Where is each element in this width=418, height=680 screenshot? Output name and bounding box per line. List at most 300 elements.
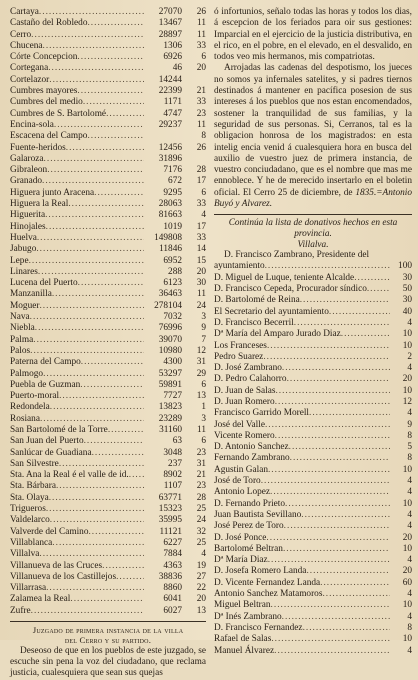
leader-dots xyxy=(36,244,144,255)
donor-name: Miguel Beltran xyxy=(214,600,271,611)
amount-maravedis: 33 xyxy=(196,199,206,210)
donor-name: D. Vicente Fernandez Landa xyxy=(214,577,321,588)
amount-maravedis: 3 xyxy=(201,312,206,323)
amount-maravedis: 23 xyxy=(196,447,206,458)
table-row xyxy=(214,341,412,352)
leader-dots xyxy=(92,448,144,459)
leader-dots xyxy=(285,499,390,510)
town-name: Zalamea la Real xyxy=(10,594,71,605)
amount-reales: 31896 xyxy=(158,153,182,164)
amount-reales: 3048 xyxy=(163,447,182,458)
leader-dots xyxy=(48,63,144,74)
town-name: Escacena del Campo xyxy=(10,131,88,142)
amount-reales: 23289 xyxy=(158,413,182,424)
leader-dots xyxy=(52,538,144,549)
town-name: Fuente-heridos xyxy=(10,142,66,153)
table-row xyxy=(10,549,206,560)
table-row xyxy=(10,188,206,199)
amount-reales: 46 xyxy=(172,63,182,74)
amount-reales: 10980 xyxy=(158,345,182,356)
leader-dots xyxy=(42,176,144,187)
donations-heading-line3: Villalva. xyxy=(297,239,329,250)
amount-reales: 13823 xyxy=(158,402,182,413)
town-name: Sta. Ana la Real é el valle de id. xyxy=(10,470,129,481)
table-row xyxy=(214,465,412,476)
leader-dots xyxy=(81,357,144,368)
town-name: Niebla xyxy=(10,323,35,334)
leader-dots xyxy=(50,402,144,413)
leader-dots xyxy=(261,476,390,487)
donor-name: Los Franceses xyxy=(214,340,267,351)
donor-name: D. José Zambrano xyxy=(214,363,282,374)
amount-maravedis: 6 xyxy=(201,379,206,390)
table-row xyxy=(214,600,412,611)
donation-amount: 10 xyxy=(402,600,412,611)
donation-amount: 2 xyxy=(407,351,412,362)
amount-reales: 288 xyxy=(168,266,182,277)
town-name: Chucena xyxy=(10,40,43,51)
town-name: Sta. Bárbara xyxy=(10,481,56,492)
town-name: Cartaya xyxy=(10,7,39,17)
amount-maravedis: 21 xyxy=(196,86,206,97)
signature: 1835.=Antonio Buyó y Alvarez. xyxy=(214,187,412,210)
donation-amount: 4 xyxy=(407,645,412,656)
table-row xyxy=(214,476,412,487)
amount-maravedis: 33 xyxy=(196,97,206,108)
amount-maravedis: 4 xyxy=(201,549,206,560)
leader-dots xyxy=(30,346,144,357)
amount-reales: 4363 xyxy=(163,560,182,571)
donor-name: D. Josefa Romero Landa xyxy=(214,566,307,577)
amount-reales: 11846 xyxy=(159,244,182,255)
leader-dots xyxy=(303,623,390,634)
leader-dots xyxy=(94,188,144,199)
donation-amount: 12 xyxy=(402,396,412,407)
donation-amount: 8 xyxy=(407,430,412,441)
town-name: Castaño del Robledo xyxy=(10,18,88,29)
leader-dots xyxy=(50,515,144,526)
leader-dots xyxy=(56,481,144,492)
leader-dots xyxy=(38,267,144,278)
donation-amount: 9 xyxy=(407,419,412,430)
table-row xyxy=(214,487,412,498)
amount-reales: 7727 xyxy=(163,391,182,402)
donor-name: D. Juan Romero xyxy=(214,396,275,407)
amount-reales: 6123 xyxy=(163,278,182,289)
donation-amount: 30 xyxy=(402,295,412,306)
leader-dots xyxy=(77,52,144,63)
table-row xyxy=(10,289,206,300)
town-name: Cerro xyxy=(10,29,32,40)
leader-dots xyxy=(87,131,144,142)
amount-maravedis: 13 xyxy=(196,605,206,616)
town-name: Palos xyxy=(10,345,31,356)
amount-reales: 6227 xyxy=(163,537,182,548)
donor-name: D. Francisco Fernandez xyxy=(214,622,303,633)
town-name: Gibraleon xyxy=(10,165,48,176)
amount-reales: 28063 xyxy=(158,199,182,210)
table-row xyxy=(10,109,206,120)
table-row xyxy=(10,504,206,515)
town-name: Sta. Olaya xyxy=(10,492,49,503)
amount-reales: 22399 xyxy=(158,86,182,97)
amount-maravedis: 11 xyxy=(197,119,206,130)
amount-maravedis: 23 xyxy=(196,481,206,492)
amount-maravedis: 14 xyxy=(196,244,206,255)
amount-maravedis: 20 xyxy=(196,266,206,277)
table-row xyxy=(10,233,206,244)
leader-dots xyxy=(46,222,144,233)
table-row xyxy=(10,222,206,233)
donor-name: Francisco Garrido Morell xyxy=(214,408,310,419)
town-name: Sanlúcar de Guadiana xyxy=(10,447,92,458)
leader-dots xyxy=(84,436,144,447)
leader-dots xyxy=(263,352,390,363)
amount-reales: 6027 xyxy=(163,605,182,616)
amount-reales: 1306 xyxy=(163,40,182,51)
amount-reales: 14244 xyxy=(158,74,182,85)
town-name: Puebla de Guzman xyxy=(10,379,81,390)
amount-reales: 1171 xyxy=(163,97,182,108)
donor-name: Fernando Zambrano xyxy=(214,453,290,464)
town-name: Cumbres de S. Bartolomé xyxy=(10,108,107,119)
town-name: Villanueva de los Castillejos xyxy=(10,571,117,582)
leader-dots xyxy=(66,143,144,154)
leader-dots xyxy=(83,97,144,108)
town-name: Cortegana xyxy=(10,63,49,74)
donor-name: José del Valle xyxy=(214,419,265,430)
donation-amount: 20 xyxy=(402,532,412,543)
table-row xyxy=(10,357,206,368)
amount-reales: 12456 xyxy=(158,142,182,153)
table-row xyxy=(10,414,206,425)
amount-maravedis: 27 xyxy=(196,571,206,582)
amount-maravedis: 26 xyxy=(196,7,206,17)
town-name: Córte Concepcion xyxy=(10,52,78,63)
town-name: Trigueros xyxy=(10,504,46,515)
table-row xyxy=(214,363,412,374)
court-paragraph: Deseoso de que en los pueblos de este juzgado, se escuche sin pena la voz del ciudadano, que reclama justicia, cualesquiera que sean sus quejas xyxy=(10,645,206,679)
leader-dots xyxy=(35,323,144,334)
table-row xyxy=(10,369,206,380)
amount-reales: 4300 xyxy=(163,357,182,368)
amount-maravedis: 25 xyxy=(196,537,206,548)
leader-dots xyxy=(54,120,144,131)
amount-maravedis: 24 xyxy=(196,300,206,311)
donation-amount: 10 xyxy=(402,543,412,554)
amount-maravedis: 17 xyxy=(196,176,206,187)
town-name: Lepe xyxy=(10,255,29,266)
amount-maravedis: 20 xyxy=(196,594,206,605)
donor-name: El Secretario del ayuntamiento xyxy=(214,306,329,317)
donor-name: D. José Ponce xyxy=(214,532,267,543)
amount-maravedis: 21 xyxy=(196,470,206,481)
donation-amount: 4 xyxy=(407,408,412,419)
donation-amount: 4 xyxy=(407,476,412,487)
table-row xyxy=(10,436,206,447)
leader-dots xyxy=(270,487,390,498)
table-row xyxy=(10,380,206,391)
leader-dots xyxy=(31,30,144,41)
section-divider xyxy=(10,621,206,622)
donation-amount: 100 xyxy=(398,261,412,272)
donor-name: D. Fernando Prieto xyxy=(214,498,286,509)
leader-dots xyxy=(30,312,144,323)
leader-dots xyxy=(267,341,390,352)
amount-maravedis: 6 xyxy=(201,187,206,198)
table-row xyxy=(214,307,412,318)
leader-dots xyxy=(39,7,144,18)
donor-name: D. Miguel de Luque, teniente Alcalde xyxy=(214,272,355,283)
table-row xyxy=(214,521,412,532)
amount-maravedis: 4 xyxy=(201,210,206,221)
table-row xyxy=(10,459,206,470)
town-name: Palmogo xyxy=(10,368,44,379)
donor-name: Pedro Suarez xyxy=(214,351,264,362)
table-row xyxy=(10,165,206,176)
amount-maravedis: 29 xyxy=(196,368,206,379)
town-name: San Juan del Puerto xyxy=(10,436,84,447)
court-heading-line2: del Cerro y su partido. xyxy=(64,635,152,646)
amount-reales: 81663 xyxy=(158,210,182,221)
amount-maravedis: 31 xyxy=(196,458,206,469)
donor-name: Rafael de Salas xyxy=(214,634,272,645)
donor-name: Dª Inés Zambrano xyxy=(214,611,282,622)
table-row xyxy=(10,143,206,154)
amount-maravedis: 26 xyxy=(196,142,206,153)
left-column xyxy=(10,7,206,680)
leader-dots xyxy=(309,408,390,419)
leader-dots xyxy=(59,459,144,470)
leader-dots xyxy=(46,504,144,515)
town-name: Granado xyxy=(10,176,43,187)
leader-dots xyxy=(33,335,144,346)
donor-name: D. Antonio Sanchez xyxy=(214,442,289,453)
table-row xyxy=(214,408,412,419)
donor-name: Agustin Galan xyxy=(214,464,268,475)
amount-maravedis: 28 xyxy=(196,165,206,176)
amount-reales: 1107 xyxy=(163,481,182,492)
table-row xyxy=(214,329,412,340)
amount-maravedis: 11 xyxy=(197,29,206,40)
donation-amount: 4 xyxy=(407,487,412,498)
donor-name: Manuel Álvarez xyxy=(214,645,275,656)
donation-amount: 20 xyxy=(402,374,412,385)
town-name: Higuera junto Aracena xyxy=(10,187,95,198)
leader-dots xyxy=(275,386,390,397)
amount-maravedis: 6 xyxy=(201,52,206,63)
court-paragraph-continued: ó infortunios, señalo todas las horas y todos los dias, á escepcion de los feriados para oir sus gestiones: Imparcial en el ejercicio de la justicia distributiva, en el rico, en el pobre, en el elevado, en el desvalido, en todos veo mis hermanos, mis compatriotas. xyxy=(214,7,412,63)
donors-table xyxy=(214,261,412,656)
town-name: Galaroza xyxy=(10,153,44,164)
town-name: Valdelarco xyxy=(10,515,50,526)
leader-dots xyxy=(294,318,390,329)
donation-amount: 4 xyxy=(407,317,412,328)
leader-dots xyxy=(329,307,390,318)
amount-reales: 8860 xyxy=(163,583,182,594)
leader-dots xyxy=(39,549,144,560)
donations-heading-line2: provincia. xyxy=(294,228,332,239)
town-name: Cortelazor xyxy=(10,74,50,85)
table-row xyxy=(214,499,412,510)
table-row xyxy=(10,346,206,357)
donation-amount: 4 xyxy=(407,521,412,532)
donation-amount: 4 xyxy=(407,363,412,374)
table-row xyxy=(10,606,206,617)
table-row xyxy=(214,612,412,623)
town-name: Encina-sola xyxy=(10,119,54,130)
town-name: Huelva xyxy=(10,232,37,243)
table-row xyxy=(214,510,412,521)
amount-reales: 11121 xyxy=(159,526,182,537)
leader-dots xyxy=(274,646,390,657)
amount-maravedis: 24 xyxy=(196,515,206,526)
donor-name: José de Toro xyxy=(214,476,261,487)
leader-dots xyxy=(29,256,144,267)
donation-amount: 20 xyxy=(402,566,412,577)
leader-dots xyxy=(39,301,144,312)
amount-maravedis: 33 xyxy=(196,40,206,51)
amount-maravedis: 8 xyxy=(201,131,206,142)
table-row xyxy=(214,352,412,363)
donation-amount: 10 xyxy=(402,634,412,645)
leader-dots xyxy=(271,600,390,611)
leader-dots xyxy=(52,289,144,300)
leader-dots xyxy=(49,75,144,86)
town-name: Cumbres mayores xyxy=(10,86,78,97)
leader-dots xyxy=(300,295,390,306)
amount-maravedis: 9 xyxy=(201,323,206,334)
donation-totals-table xyxy=(10,7,206,617)
amount-maravedis: 11 xyxy=(197,424,206,435)
leader-dots xyxy=(43,369,144,380)
table-row xyxy=(10,267,206,278)
donation-amount: 8 xyxy=(407,453,412,464)
table-row xyxy=(10,131,206,142)
town-name: Moguer xyxy=(10,300,40,311)
section-divider-right xyxy=(214,214,412,215)
donor-name: José Perez de Toro xyxy=(214,521,284,532)
leader-dots xyxy=(37,233,144,244)
donation-amount: 4 xyxy=(407,611,412,622)
leader-dots xyxy=(78,278,144,289)
table-row xyxy=(10,572,206,583)
donations-intro: D. Francisco Zambrano, Presidente del xyxy=(224,250,370,261)
donation-amount: 50 xyxy=(402,284,412,295)
leader-dots xyxy=(367,284,390,295)
amount-reales: 31160 xyxy=(159,424,182,435)
amount-maravedis: 25 xyxy=(196,504,206,515)
amount-maravedis: 19 xyxy=(196,560,206,571)
amount-maravedis: 20 xyxy=(196,63,206,74)
table-row xyxy=(10,312,206,323)
table-row xyxy=(10,527,206,538)
leader-dots xyxy=(266,533,390,544)
town-name: Higuerita xyxy=(10,210,46,221)
table-row xyxy=(214,646,412,657)
town-name: Redondela xyxy=(10,402,50,413)
table-row xyxy=(214,566,412,577)
leader-dots xyxy=(265,261,390,272)
table-row xyxy=(10,176,206,187)
donation-amount: 30 xyxy=(402,272,412,283)
table-row xyxy=(214,284,412,295)
amount-maravedis: 15 xyxy=(196,255,206,266)
donation-amount: 10 xyxy=(402,464,412,475)
leader-dots xyxy=(45,210,144,221)
amount-reales: 672 xyxy=(168,176,182,187)
table-row xyxy=(214,431,412,442)
table-row xyxy=(214,544,412,555)
town-name: Zufre xyxy=(10,605,31,616)
donation-amount: 10 xyxy=(402,329,412,340)
leader-dots xyxy=(320,578,390,589)
town-name: San Silvestre xyxy=(10,458,59,469)
leader-dots xyxy=(31,606,144,617)
leader-dots xyxy=(47,165,144,176)
table-row xyxy=(10,538,206,549)
donor-name: Juan Bautista Sevillano xyxy=(214,509,302,520)
leader-dots xyxy=(59,391,144,402)
table-row xyxy=(10,199,206,210)
table-row xyxy=(10,493,206,504)
table-row xyxy=(10,7,206,18)
donor-name: D. Francisco Cepeda, Procurador síndico xyxy=(214,284,367,295)
donor-name: D. Bartolomé de Reina xyxy=(214,295,300,306)
town-name: Valverde del Camino xyxy=(10,526,89,537)
amount-reales: 27070 xyxy=(158,7,182,17)
leader-dots xyxy=(265,420,390,431)
leader-dots xyxy=(275,431,390,442)
table-row xyxy=(10,594,206,605)
amount-reales: 237 xyxy=(168,458,182,469)
court-paragraph-2-text: Arrojadas las cadenas del despotismo, los jueces no somos ya infernales satelites, y si padres tiernos destinados á mantener en pacífica posesion de sus intereses á los pueblos que nos estan encomendados, sostener la tranquilidad de sus familias, y la seguridad de sus personas. Si, Cerranos, tal es la obligacion honrosa de los magistrados: en esta intelig encia venid á cualesquiera hora en busca del auxilio de vuestro juez de primera instancia, de vuestro conciudadano, que es el nombre que mas me ennoblece. Y he de merecido insertarlo en el boletin oficial. El Cerro 25 de diciembre, de xyxy=(214,63,412,198)
leader-dots xyxy=(289,442,390,453)
table-row xyxy=(10,75,206,86)
table-row xyxy=(10,52,206,63)
donor-name: Dª María Diaz xyxy=(214,555,268,566)
town-name: Villarrasa xyxy=(10,583,47,594)
leader-dots xyxy=(290,453,390,464)
amount-maravedis: 1 xyxy=(201,402,206,413)
town-name: Rosiana xyxy=(10,413,40,424)
leader-dots xyxy=(46,583,144,594)
court-paragraph-2 xyxy=(214,63,412,210)
table-row xyxy=(10,154,206,165)
amount-reales: 8902 xyxy=(163,470,182,481)
table-row xyxy=(214,442,412,453)
table-row xyxy=(10,210,206,221)
table-row xyxy=(214,374,412,385)
town-name: Villalva xyxy=(10,549,40,560)
table-row xyxy=(10,583,206,594)
leader-dots xyxy=(43,41,144,52)
table-row xyxy=(10,97,206,108)
town-name: Linares xyxy=(10,266,38,277)
table-row xyxy=(214,261,412,272)
amount-reales: 9295 xyxy=(163,187,182,198)
amount-reales: 39070 xyxy=(158,334,182,345)
town-name: Puerto-moral xyxy=(10,391,60,402)
donor-name: Antonio Lopez xyxy=(214,487,271,498)
donor-name: D. Juan de Salas xyxy=(214,385,276,396)
donation-amount: 40 xyxy=(402,306,412,317)
table-row xyxy=(214,273,412,284)
table-row xyxy=(214,578,412,589)
leader-dots xyxy=(275,397,390,408)
town-name: Manzanilla xyxy=(10,289,52,300)
leader-dots xyxy=(322,589,390,600)
